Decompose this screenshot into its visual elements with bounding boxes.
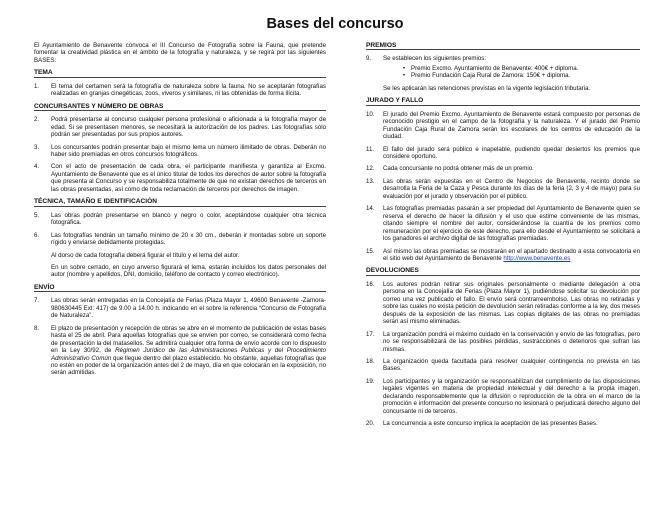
clause-text: Con el acto de presentación de cada obra, el participante manifiesta y garantiza al Excmo. Ayuntamiento de Benavente que es el único titular de todos los derechos de autor sobre la fotografía que presenta al Concurso y se responsabiliza totalmente de que no existan derechos de terceros en las obras presentadas, así como de toda reclamación de terceros por derechos de imagen. <box>51 163 326 193</box>
clause-text: Podrá presentarse al concurso cualquier persona profesional o aficionada a la fotografía mayor de edad. Si se presentasen menores, se necesitará la autorización de los padres. Las fotografías sólo podrán ser presentadas por sus propios autores. <box>51 116 326 139</box>
clause-number: 2. <box>34 116 40 124</box>
clause-text: Cada concursante no podrá obtener más de un premio. <box>383 165 534 173</box>
clause-text: La organización queda facultada para resolver cualquier contingencia no prevista en las Bases. <box>383 357 640 373</box>
clause-text: Las obras podrán presentarse en blanco y negro o color, aceptándose cualquier otra técnica fotográfica. <box>51 211 326 227</box>
section-heading-tema: TEMA <box>34 69 326 77</box>
section-heading-jurado: JURADO Y FALLO <box>366 97 640 105</box>
clause-13 <box>366 178 640 200</box>
clause-9-note: Se les aplicarán las retenciones previstas en la vigente legislación tributaria. <box>383 84 591 92</box>
clause-9 <box>366 55 640 62</box>
clause-number: 18. <box>366 357 375 365</box>
website-link[interactable]: http://www.benavente.es <box>503 254 571 262</box>
document-title: Bases del concurso <box>266 16 404 32</box>
clause-11 <box>366 146 640 161</box>
clause-number: 14. <box>366 205 375 213</box>
clause-17 <box>366 331 640 353</box>
left-column <box>34 42 326 382</box>
bullet-icon: • <box>402 72 405 80</box>
clause-number: 1. <box>34 82 40 90</box>
clause-5 <box>34 212 326 227</box>
clause-text: Las obras serán entregadas en la Concejalía de Ferias (Plaza Mayor 1, 49600 Benavente -Zamora- 980630445 Ext: 417) de 9.00 a 14.00 h. indicando en el sobre la referencia “Concurso de Fotografía de Naturaleza”. <box>51 297 326 320</box>
clause-number: 20. <box>366 420 375 428</box>
clause-15 <box>366 248 640 263</box>
clause-14 <box>366 205 640 242</box>
prize-list <box>366 65 640 80</box>
clause-text: El tema del certamen será la fotografía de naturaleza sobre la fauna. No se aceptarán fotografías realizadas en granjas cinegéticas, zoos, viveros y similares, ni las obtenidas de forma ilícita. <box>51 82 326 98</box>
section-heading-devoluciones: DEVOLUCIONES <box>366 267 640 275</box>
clause-7 <box>34 297 326 319</box>
clause-text: Los concursantes podrán presentar bajo el mismo lema un número ilimitado de obras. Deberán no haber sido premiadas en otros concursos fotográficos. <box>51 143 326 158</box>
right-column <box>366 42 640 433</box>
clause-18 <box>366 358 640 373</box>
clause-number: 9. <box>366 55 372 63</box>
clause-text <box>383 248 640 263</box>
section-heading-envio: ENVÍO <box>34 284 326 292</box>
prize-item <box>366 72 640 79</box>
prize-text: Premio Excmo. Ayuntamiento de Benavente: 400€ + diploma. <box>411 64 579 72</box>
clause-6-note-back: Al dorso de cada fotografía deberá figurar el título y el lema del autor. <box>51 251 240 259</box>
clause-number: 11. <box>366 145 375 153</box>
clause-2 <box>34 116 326 138</box>
clause-12 <box>366 165 640 172</box>
clause-8-text-a: El plazo de presentación y recepción de obras se abre en el momento de publicación de estas bases hasta el 25 de abril. Para aquellas fotografías que se envíen por correo, se considerará como fecha de presentación la del matasellos. Se admitirá cualquier otra forma de envío acorde con lo dispuesto en la Ley 30/92, de <box>51 324 326 355</box>
clause-8-text-c: que llegue dentro del plazo establecido. No obstante, aquellas fotografías que no estén en poder de la organización antes del 2 de mayo, día en que colocarán en la exposición, no serán admitidas. <box>51 354 326 377</box>
clause-number: 6. <box>34 231 40 239</box>
clause-19 <box>366 378 640 415</box>
clause-8 <box>34 325 326 377</box>
clause-text: La concurrencia a este concurso implica la aceptación de las presentes Bases. <box>383 420 598 428</box>
clause-text: Las fotografías premiadas pasarán a ser propiedad del Ayuntamiento de Benavente quien se reserva el derecho de hacer la difusión y el uso que estime conveniente de las mismas, citando siempre el nombre del autor, considerándose la cuantía de los premios como remuneración por el ejercicio de este derecho, para ello desde el Ayuntamiento se solicitará a los ganadores el archivo digital de las fotografías premiadas. <box>383 205 640 243</box>
clause-1 <box>34 83 326 98</box>
clause-6-note-envelope: En un sobre cerrado, en cuyo anverso figurará el lema, estarán incluidos los datos personales del autor (nombre y apellidos, DNI, domicilio, teléfono de contacto y correo electrónico). <box>51 263 326 279</box>
clause-number: 13. <box>366 177 375 185</box>
clause-number: 19. <box>366 377 375 385</box>
clause-number: 17. <box>366 330 375 338</box>
clause-number: 5. <box>34 211 40 219</box>
clause-text: El fallo del jurado será público e inapelable, pudiendo quedar desiertos los premios que considere oportuno. <box>383 145 640 160</box>
clause-text <box>51 325 326 377</box>
clause-15-text: Así mismo las obras premiadas se mostrarán en el apartado destinado a esta convocatoria en el sitio web del Ayuntamiento de Benavente <box>383 247 640 262</box>
clause-text: Las obras serán expuestas en el Centro de Negocios de Benavente, recinto donde se desarrolla la Feria de la Caza y Pesca durante los días de la feria (2, 3 y 4 de mayo) para su evaluación por el jurado y observación por el público. <box>383 177 640 200</box>
section-heading-concursantes: CONCURSANTES Y NÚMERO DE OBRAS <box>34 103 326 111</box>
clause-6 <box>34 232 326 247</box>
clause-text: Se establecen los siguientes premios: <box>383 55 487 63</box>
clause-number: 16. <box>366 280 375 288</box>
clause-number: 3. <box>34 143 40 151</box>
law-title: Régimen Jurídico de las Administraciones Publicas y del Procedimiento Administrativo Común <box>51 347 326 362</box>
section-heading-tecnica: TÉCNICA, TAMAÑO E IDENTIFICACIÓN <box>34 198 326 206</box>
intro-paragraph: El Ayuntamiento de Benavente convoca el III Concurso de Fotografía sobre la Fauna, que pretende fomentar la creatividad plástica en el ámbito de la fotografía y naturaleza, y se regirá por las siguientes BASES: <box>34 42 326 64</box>
clause-20 <box>366 420 640 427</box>
clause-number: 15. <box>366 247 375 255</box>
clause-3 <box>34 144 326 159</box>
clause-number: 4. <box>34 163 40 171</box>
clause-text: El jurado del Premio Excmo. Ayuntamiento de Benavente estará compuesto por personas de reconocido prestigio en el campo de la fotografía y la naturaleza. Y el jurado del Premio Fundación Caja Rural de Zamora serán los escolares de los centros de educación de la ciudad. <box>383 110 640 141</box>
section-heading-premios: PREMIOS <box>366 42 640 50</box>
clause-text: Los participantes y la organización se responsabilizan del cumplimiento de las disposiciones legales vigentes en materia de propiedad intelectual y del derecho a la propia imagen, declarando responsablemente que la difusión o reproducción de la obra en el marco de la promoción e información del presente concurso no lesionará o perjudicará derecho alguno del concursante ni de terceros. <box>383 377 640 415</box>
clause-text: Los autores podrán retirar sus originales personalmente o mediante delegación a otra persona en la Concejalía de Ferias (Plaza Mayor 1), pudiéndose solicitar su devolución por correo una vez publicado el fallo. El envío será contrarreembolso. Las obras no retiradas y sobre las cuales no exista petición de devolución serán retiradas conforme a la ley, dos meses después de la exposición de las mismas. Las copias digitales de las obras no premiadas serán así mismo eliminadas. <box>383 280 640 326</box>
clause-number: 12. <box>366 165 375 173</box>
clause-text: Las fotografías tendrán un tamaño mínimo de 20 x 30 cm., deberán ir montadas sobre un soporte rígido y enviarse debidamente protegidas. <box>51 231 326 247</box>
clause-10 <box>366 111 640 141</box>
clause-number: 10. <box>366 110 375 118</box>
clause-4 <box>34 163 326 193</box>
prize-text: Premio Fundación Caja Rural de Zamora: 150€ + diploma. <box>411 72 571 80</box>
clause-16 <box>366 281 640 326</box>
clause-text: La organización pondrá el máximo cuidado en la conservación y envío de las fotografías, pero no se responsabilizará de las posibles pérdidas, sustracciones o deterioros que sufran las mismas. <box>383 330 640 353</box>
prize-item <box>366 65 640 72</box>
clause-number: 7. <box>34 297 40 305</box>
bullet-icon: • <box>402 64 405 72</box>
clause-number: 8. <box>34 324 40 332</box>
